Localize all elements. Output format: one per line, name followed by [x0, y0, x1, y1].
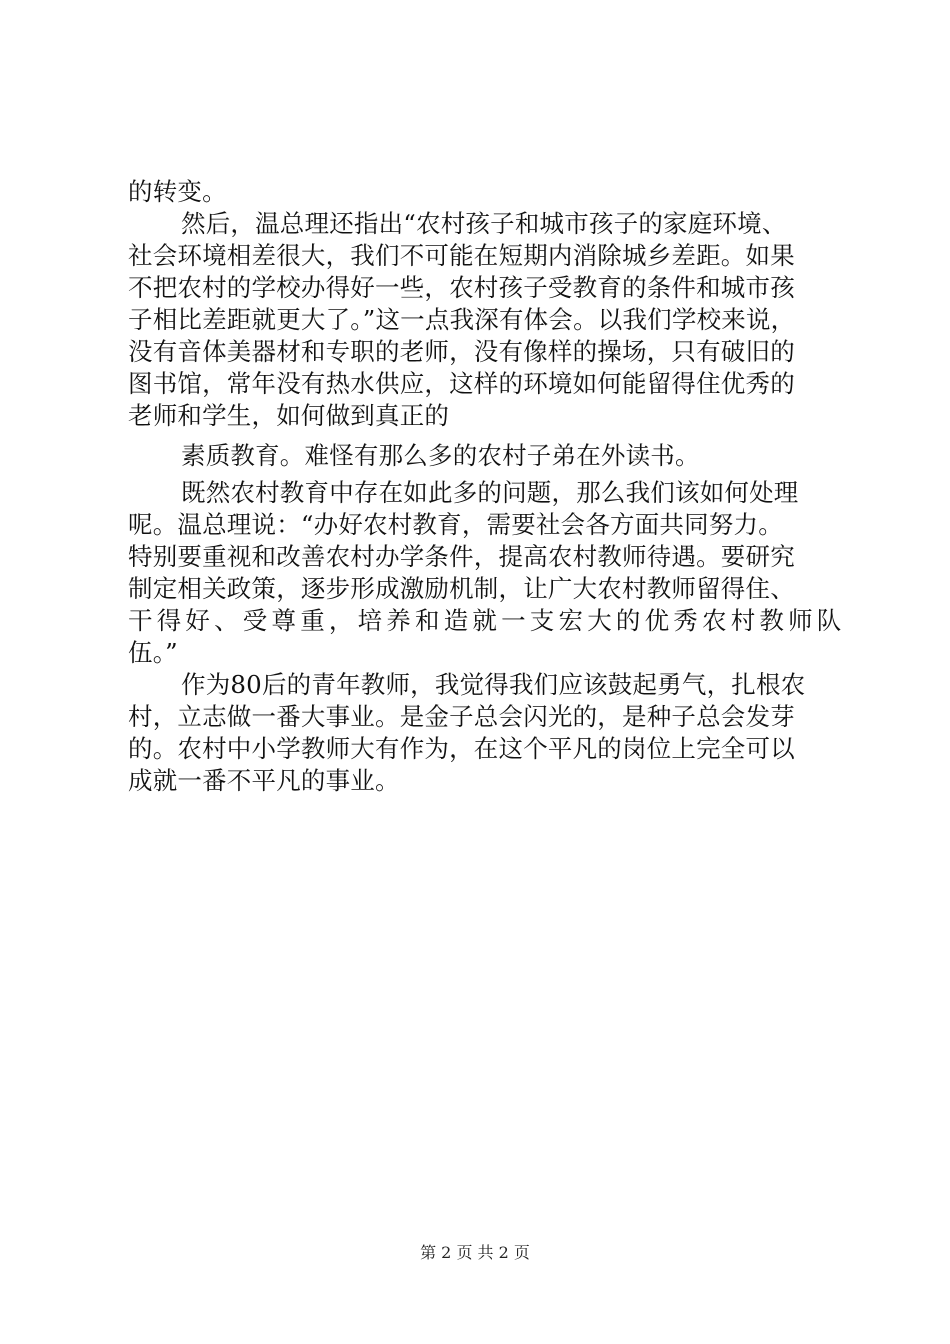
paragraph-line: 的转变。	[128, 177, 227, 206]
paragraph-line: 特别要重视和改善农村办学条件，提高农村教师待遇。要研究	[128, 542, 795, 571]
page-number-footer: 第 2 页 共 2 页	[420, 1243, 530, 1262]
paragraph-line: 子相比差距就更大了。”这一点我深有体会。以我们学校来说，	[128, 305, 796, 334]
paragraph-line: 社会环境相差很大，我们不可能在短期内消除城乡差距。如果	[128, 241, 795, 270]
paragraph-line: 老师和学生，如何做到真正的	[128, 401, 450, 430]
paragraph-line: 素质教育。难怪有那么多的农村子弟在外读书。	[181, 441, 700, 470]
paragraph-line: 伍。”	[128, 638, 178, 667]
paragraph-line: 呢。温总理说：“办好农村教育，需要社会各方面共同努力。	[128, 510, 783, 539]
paragraph-line: 既然农村教育中存在如此多的问题，那么我们该如何处理	[181, 478, 799, 507]
paragraph-line: 成就一番不平凡的事业。	[128, 766, 400, 795]
paragraph-line: 作为80后的青年教师，我觉得我们应该鼓起勇气，扎根农	[181, 670, 806, 699]
paragraph-line: 制定相关政策，逐步形成激励机制，让广大农村教师留得住、	[128, 574, 795, 603]
paragraph-line: 没有音体美器材和专职的老师，没有像样的操场，只有破旧的	[128, 337, 795, 366]
paragraph-line: 不把农村的学校办得好一些，农村孩子受教育的条件和城市孩	[128, 273, 795, 302]
paragraph-line: 的。农村中小学教师大有作为，在这个平凡的岗位上完全可以	[128, 734, 795, 763]
paragraph-line: 然后，温总理还指出“农村孩子和城市孩子的家庭环境、	[181, 209, 787, 238]
paragraph-line: 图书馆，常年没有热水供应，这样的环境如何能留得住优秀的	[128, 369, 795, 398]
paragraph-line: 干得好、受尊重，培养和造就一支宏大的优秀农村教师队	[128, 606, 846, 635]
paragraph-line: 村，立志做一番大事业。是金子总会闪光的，是种子总会发芽	[128, 702, 795, 731]
